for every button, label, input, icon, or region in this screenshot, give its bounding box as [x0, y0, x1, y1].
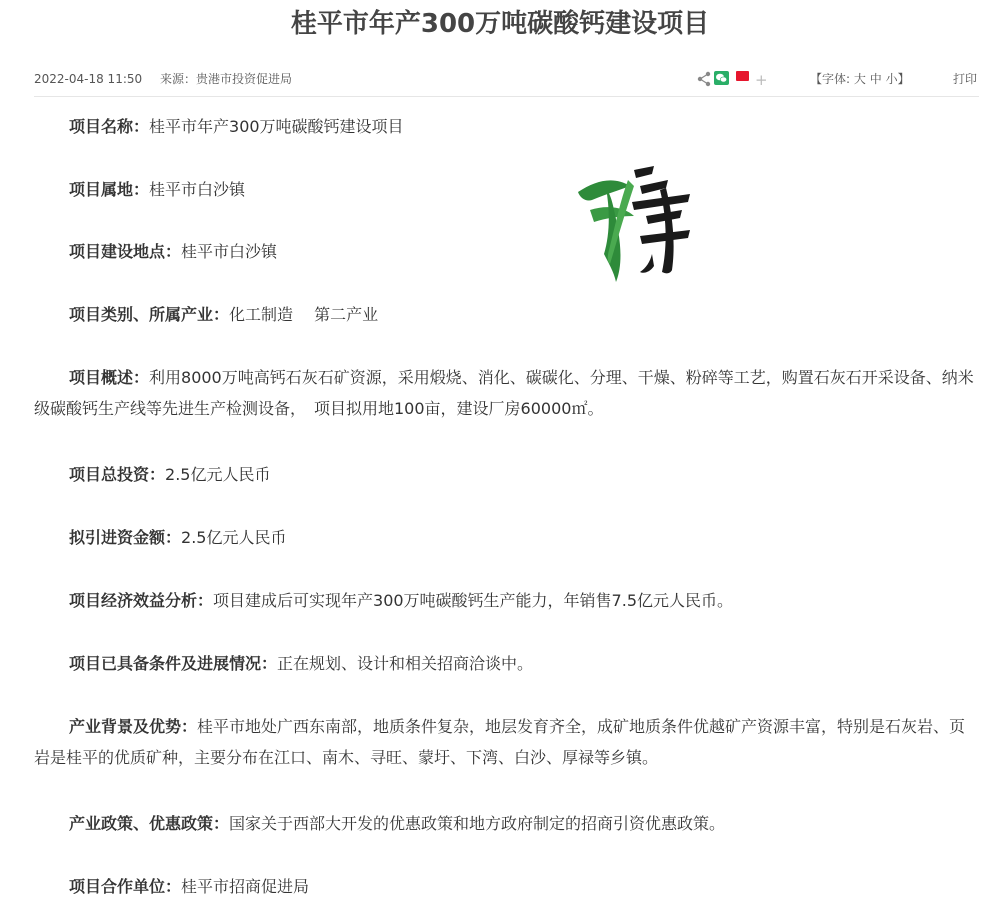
item-label: 拟引进资金额：	[69, 528, 182, 547]
header-divider	[34, 96, 979, 97]
plus-icon[interactable]: +	[755, 71, 768, 89]
item-value: 桂平市招商促进局	[181, 877, 310, 896]
share-icon[interactable]	[697, 71, 711, 87]
article-meta-bar	[34, 70, 979, 90]
item-label: 项目总投资：	[69, 465, 166, 484]
font-medium-button[interactable]: 中	[869, 72, 882, 86]
item-value: 2.5亿元人民币	[165, 465, 271, 484]
item-value: 桂平市年产300万吨碳酸钙建设项目	[149, 117, 404, 136]
publish-date: 2022-04-18 11:50	[34, 72, 143, 86]
font-size-bracket: 】	[897, 72, 910, 86]
item-label: 产业政策、优惠政策：	[69, 814, 230, 833]
item-label: 项目已具备条件及进展情况：	[69, 654, 278, 673]
item-project-category	[34, 299, 979, 330]
article-source: 来源：贵港市投资促进局	[160, 72, 293, 86]
item-label: 项目类别、所属产业：	[69, 305, 230, 324]
item-economic-analysis	[34, 585, 979, 616]
item-label: 项目建设地点：	[69, 242, 182, 261]
item-value: 桂平市白沙镇	[149, 180, 246, 199]
item-value: 化工制造 第二产业	[229, 305, 379, 324]
calligraphy-logo-image	[570, 150, 700, 284]
article-title: 桂平市年产300万吨碳酸钙建设项目	[290, 9, 710, 39]
item-cooperation-unit	[34, 871, 979, 902]
wechat-icon[interactable]	[714, 71, 729, 85]
item-total-investment	[34, 459, 979, 490]
item-progress-status	[34, 648, 979, 679]
item-label: 项目概述：	[69, 368, 150, 387]
item-value: 利用8000万吨高钙石灰石矿资源，采用煅烧、消化、碳碳化、分理、干燥、粉碎等工艺，购置石灰石开采设备、纳米级碳酸钙生产线等先进生产检测设备， 项目拟用地100亩，建设厂房60000㎡。	[34, 368, 974, 418]
item-label: 项目属地：	[69, 180, 150, 199]
item-project-overview	[34, 362, 979, 424]
item-value: 项目建成后可实现年产300万吨碳酸钙生产能力，年销售7.5亿元人民币。	[213, 591, 734, 610]
item-project-name	[34, 111, 979, 142]
font-size-control	[810, 70, 910, 88]
item-industry-background	[34, 711, 979, 773]
font-large-button[interactable]: 大	[853, 72, 866, 86]
item-label: 项目名称：	[69, 117, 150, 136]
item-value: 2.5亿元人民币	[181, 528, 287, 547]
item-label: 产业背景及优势：	[69, 717, 198, 736]
item-project-location	[34, 174, 979, 205]
item-value: 桂平市地处广西东南部，地质条件复杂，地层发育齐全，成矿地质条件优越矿产资源丰富，特别是石灰岩、页岩是桂平的优质矿种，主要分布在江口、南木、寻旺、蒙圩、下湾、白沙、厚禄等乡镇。	[34, 717, 966, 767]
item-industry-policy	[34, 808, 979, 839]
font-size-label: 【字体:	[810, 72, 851, 86]
font-small-button[interactable]: 小	[885, 72, 898, 86]
item-value: 桂平市白沙镇	[181, 242, 278, 261]
weibo-icon[interactable]	[736, 71, 749, 81]
item-construction-site	[34, 236, 979, 267]
item-label: 项目合作单位：	[69, 877, 182, 896]
print-button[interactable]: 打印	[953, 72, 978, 86]
item-label: 项目经济效益分析：	[69, 591, 214, 610]
item-planned-capital	[34, 522, 979, 553]
item-value: 国家关于西部大开发的优惠政策和地方政府制定的招商引资优惠政策。	[229, 814, 726, 833]
item-value: 正在规划、设计和相关招商洽谈中。	[277, 654, 534, 673]
